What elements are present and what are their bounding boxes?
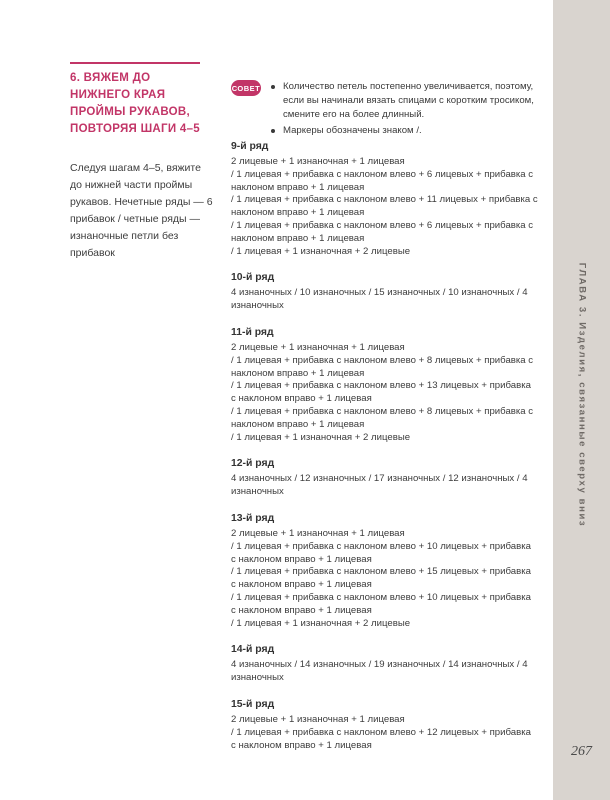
page-number: 267 [571,744,592,759]
row-title: 11-й ряд [231,326,274,338]
step-text: Следуя шагам 4–5, вяжите до нижней части проймы рукавов. Нечетные ряды — 6 прибавок / четные ряды — изнаночные петли без прибавок [70,162,213,259]
tip-item [270,124,542,138]
row-line: 4 изнаночных / 12 изнаночных / 17 изнаночных / 12 изнаночных / 4 изнаночных [231,473,528,498]
row-title: 13-й ряд [231,512,275,524]
row-line: / 1 лицевая + прибавка с наклоном влево + 6 лицевых + прибавка с наклоном вправо + 1 лицевая [231,168,534,193]
row-block [231,326,538,444]
tip-badge: СОВЕТ [231,80,261,96]
row-line: 4 изнаночных / 14 изнаночных / 19 изнаночных / 14 изнаночных / 4 изнаночных [231,659,528,684]
row-block [231,643,538,685]
tip-item [270,80,542,122]
row-title: 15-й ряд [231,698,275,710]
step-heading: 6. ВЯЖЕМ ДО НИЖНЕГО КРАЯ ПРОЙМЫ РУКАВОВ, ПОВТОРЯЯ ШАГИ 4–5 [70,72,200,135]
row-title: 10-й ряд [231,272,275,284]
row-line: 2 лицевые + 1 изнаночная + 1 лицевая [231,156,405,167]
row-line: / 1 лицевая + 1 изнаночная + 2 лицевые [231,431,411,443]
row-title: 9-й ряд [231,141,269,152]
row-line: / 1 лицевая + прибавка с наклоном влево + 10 лицевых + прибавка с наклоном вправо + 1 лицевая [231,540,531,565]
row-line: 2 лицевые + 1 изнаночная + 1 лицевая [231,341,405,353]
tip-item-text: Количество петель постепенно увеличивается, поэтому, если вы начинали вязать спицами с коротким тросиком, смените его на более длинный. [283,81,534,120]
row-line: / 1 лицевая + прибавка с наклоном влево + 15 лицевых + прибавка с наклоном вправо + 1 лицевая [231,566,531,591]
row-line: / 1 лицевая + прибавка с наклоном влево + 11 лицевых + прибавка с наклоном вправо + 1 лицевая [231,194,538,219]
chapter-label: ГЛАВА 3. Изделия, связанные сверху вниз [576,262,588,528]
row-line: 4 изнаночных / 10 изнаночных / 15 изнаночных / 10 изнаночных / 4 изнаночных [231,287,528,312]
row-title: 14-й ряд [231,644,275,656]
row-block [231,271,538,313]
row-line: / 1 лицевая + прибавка с наклоном влево + 12 лицевых + прибавка с наклоном вправо + 1 лицевая [231,726,531,751]
row-line: / 1 лицевая + прибавка с наклоном влево + 13 лицевых + прибавка с наклоном вправо + 1 лицевая [231,380,531,405]
row-block [231,140,538,258]
row-instructions [231,140,538,765]
row-line: 2 лицевые + 1 изнаночная + 1 лицевая [231,713,405,725]
tip-item-text: Маркеры обозначены знаком /. [283,125,422,136]
row-line: / 1 лицевая + прибавка с наклоном влево + 6 лицевых + прибавка с наклоном вправо + 1 лицевая [231,219,534,244]
row-block [231,512,538,630]
heading-divider [70,62,200,64]
tip-list [270,80,542,140]
row-line: / 1 лицевая + 1 изнаночная + 2 лицевые [231,245,411,257]
row-line: / 1 лицевая + 1 изнаночная + 2 лицевые [231,617,411,629]
row-line: / 1 лицевая + прибавка с наклоном влево + 8 лицевых + прибавка с наклоном вправо + 1 лицевая [231,405,534,430]
row-line: / 1 лицевая + прибавка с наклоном влево + 10 лицевых + прибавка с наклоном вправо + 1 лицевая [231,591,531,616]
row-line: / 1 лицевая + прибавка с наклоном влево + 8 лицевых + прибавка с наклоном вправо + 1 лицевая [231,354,534,379]
row-title: 12-й ряд [231,458,275,470]
bullet-icon [271,85,275,89]
row-block [231,457,538,499]
row-line: 2 лицевые + 1 изнаночная + 1 лицевая [231,527,405,539]
row-block [231,698,538,752]
bullet-icon [271,129,275,133]
